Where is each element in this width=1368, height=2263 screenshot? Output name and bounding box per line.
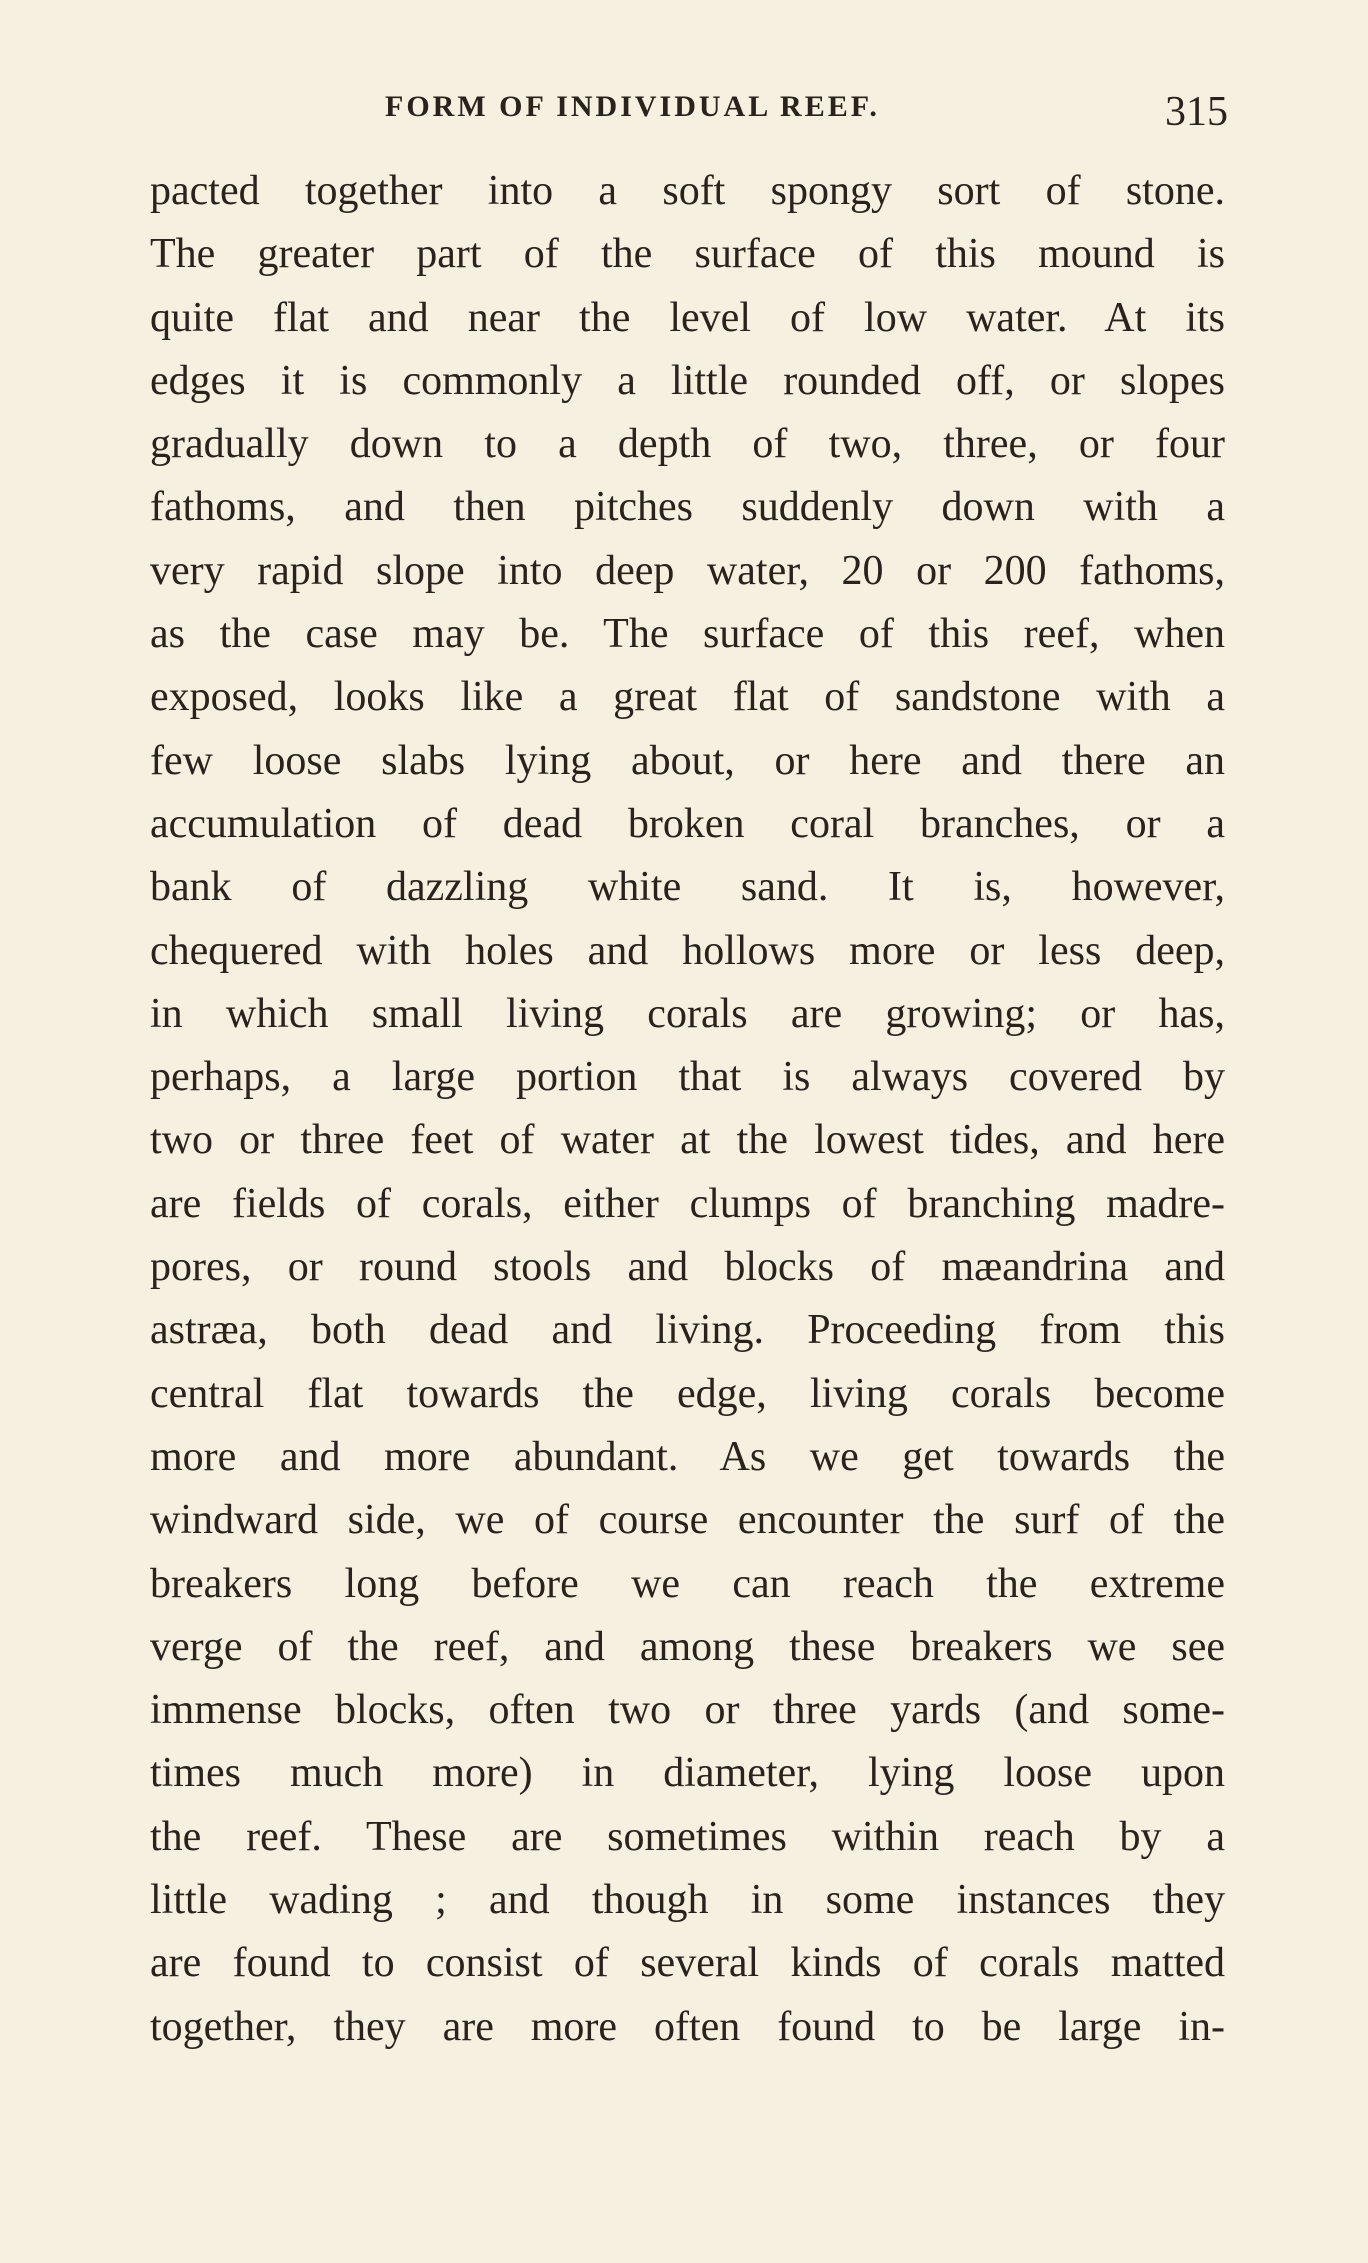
text-line: astræa, both dead and living. Proceeding from this (150, 1307, 1225, 1354)
text-line: more and more abundant. As we get towards the (150, 1433, 1225, 1480)
text-line: immense blocks, often two or three yards (and some- (150, 1687, 1225, 1734)
text-line: together, they are more often found to be large in- (150, 2003, 1225, 2050)
text-line: windward side, we of course encounter the surf of the (150, 1497, 1225, 1544)
text-line: breakers long before we can reach the extreme (150, 1560, 1225, 1607)
text-line: pacted together into a soft spongy sort of stone. (150, 168, 1225, 214)
text-line: in which small living corals are growing; or has, (150, 990, 1225, 1037)
text-line: exposed, looks like a great flat of sandstone with a (150, 674, 1225, 721)
text-line: chequered with holes and hollows more or less deep, (150, 927, 1225, 974)
running-head (0, 88, 1368, 136)
text-line: The greater part of the surface of this mound is (150, 231, 1225, 278)
text-line: accumulation of dead broken coral branches, or a (150, 800, 1225, 847)
text-line: bank of dazzling white sand. It is, however, (150, 864, 1225, 911)
text-line: little wading ; and though in some instances they (150, 1877, 1225, 1924)
text-line: fathoms, and then pitches suddenly down with a (150, 484, 1225, 531)
text-line: as the case may be. The surface of this reef, when (150, 611, 1225, 658)
text-line: two or three feet of water at the lowest tides, and here (150, 1117, 1225, 1164)
text-line: few loose slabs lying about, or here and there an (150, 737, 1225, 784)
text-line: are fields of corals, either clumps of branching madre- (150, 1180, 1225, 1227)
text-line: gradually down to a depth of two, three, or four (150, 421, 1225, 468)
running-title: FORM OF INDIVIDUAL REEF. (385, 90, 880, 123)
text-line: times much more) in diameter, lying loose upon (150, 1750, 1225, 1797)
text-line: edges it is commonly a little rounded off, or slopes (150, 357, 1225, 404)
body-text (150, 160, 1225, 2059)
text-line: quite flat and near the level of low water. At its (150, 294, 1225, 341)
text-line: pores, or round stools and blocks of mæandrina and (150, 1244, 1225, 1291)
page-number: 315 (1165, 89, 1228, 135)
text-line: central flat towards the edge, living corals become (150, 1370, 1225, 1417)
text-line: verge of the reef, and among these breakers we see (150, 1623, 1225, 1670)
text-line: very rapid slope into deep water, 20 or 200 fathoms, (150, 547, 1225, 594)
text-line: perhaps, a large portion that is always covered by (150, 1054, 1225, 1101)
text-line: are found to consist of several kinds of corals matted (150, 1940, 1225, 1987)
text-line: the reef. These are sometimes within reach by a (150, 1813, 1225, 1860)
